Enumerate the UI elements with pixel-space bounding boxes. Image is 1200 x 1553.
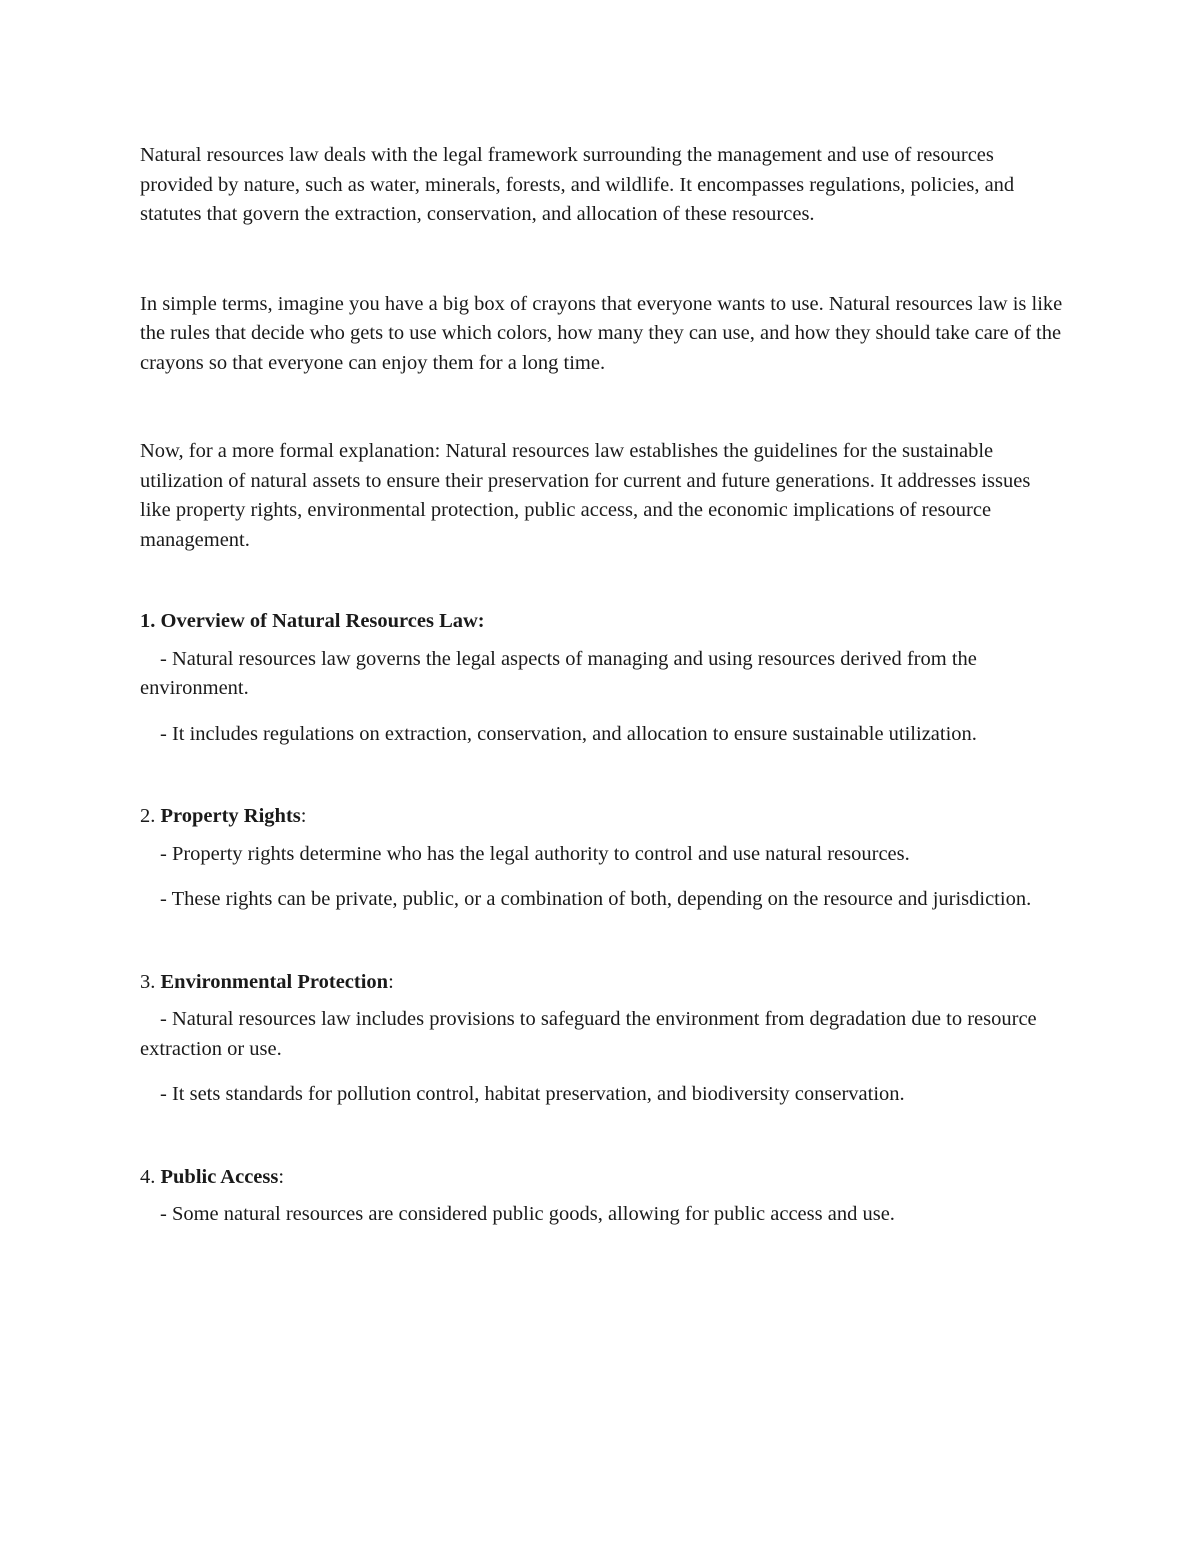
section-public-access	[140, 1163, 1065, 1230]
bullet-item	[140, 1005, 1065, 1064]
bullet-item	[140, 885, 1065, 915]
bullet-item	[140, 645, 1065, 704]
section-property-rights	[140, 802, 1065, 915]
document-body	[140, 141, 1065, 1230]
intro-paragraph-1: Natural resources law deals with the legal framework surrounding the management and use of resources provided by nature, such as water, minerals, forests, and wildlife. It encompasses regulations, policies, and statutes that govern the extraction, conservation, and allocation of these resources.	[140, 144, 1015, 225]
bullet-text: - Natural resources law includes provisions to safeguard the environment from degradation due to resource extraction or use.	[140, 1008, 1037, 1060]
section-title: Environmental Protection	[160, 970, 389, 993]
intro-paragraph-2: In simple terms, imagine you have a big box of crayons that everyone wants to use. Natural resources law is like the rules that decide who gets to use which colors, how many they can use, and how they should take care of the crayons so that everyone can enjoy them for a long time.	[140, 292, 1063, 374]
bullet-text: - Natural resources law governs the legal aspects of managing and using resources derived from the environment.	[140, 647, 977, 699]
bullet-text: - Some natural resources are considered public goods, allowing for public access and use.	[160, 1203, 895, 1225]
bullet-item	[140, 840, 1065, 870]
bullet-item	[140, 1200, 1065, 1230]
bullet-text: - It includes regulations on extraction, conservation, and allocation to ensure sustainable utilization.	[160, 722, 977, 745]
section-number: 3.	[140, 970, 161, 993]
section-title: Property Rights	[160, 805, 301, 827]
intro-paragraph-3: Now, for a more formal explanation: Natural resources law establishes the guidelines for the sustainable utilization of natural assets to ensure their preservation for current and future generations. It addresses issues like property rights, environmental protection, public access, and the economic implications of resource management.	[140, 440, 1031, 551]
section-title: Public Access	[160, 1165, 279, 1188]
bullet-text: - These rights can be private, public, or a combination of both, depending on the resource and jurisdiction.	[160, 888, 1032, 910]
section-heading	[140, 1163, 1065, 1193]
section-environmental-protection	[140, 968, 1065, 1110]
bullet-item	[140, 720, 1065, 750]
section-suffix: :	[388, 970, 394, 993]
section-overview	[140, 607, 1065, 749]
section-number: 2.	[140, 805, 161, 827]
section-heading	[140, 607, 1065, 637]
section-heading	[140, 802, 1065, 832]
bullet-text: - Property rights determine who has the legal authority to control and use natural resources.	[160, 842, 910, 865]
section-suffix: :	[300, 805, 307, 827]
section-heading-text: 1. Overview of Natural Resources Law:	[140, 610, 485, 632]
section-number: 4.	[140, 1165, 161, 1188]
section-suffix: :	[278, 1165, 285, 1188]
bullet-text: - It sets standards for pollution control, habitat preservation, and biodiversity conservation.	[160, 1083, 905, 1105]
section-heading	[140, 968, 1065, 998]
bullet-item	[140, 1080, 1065, 1110]
